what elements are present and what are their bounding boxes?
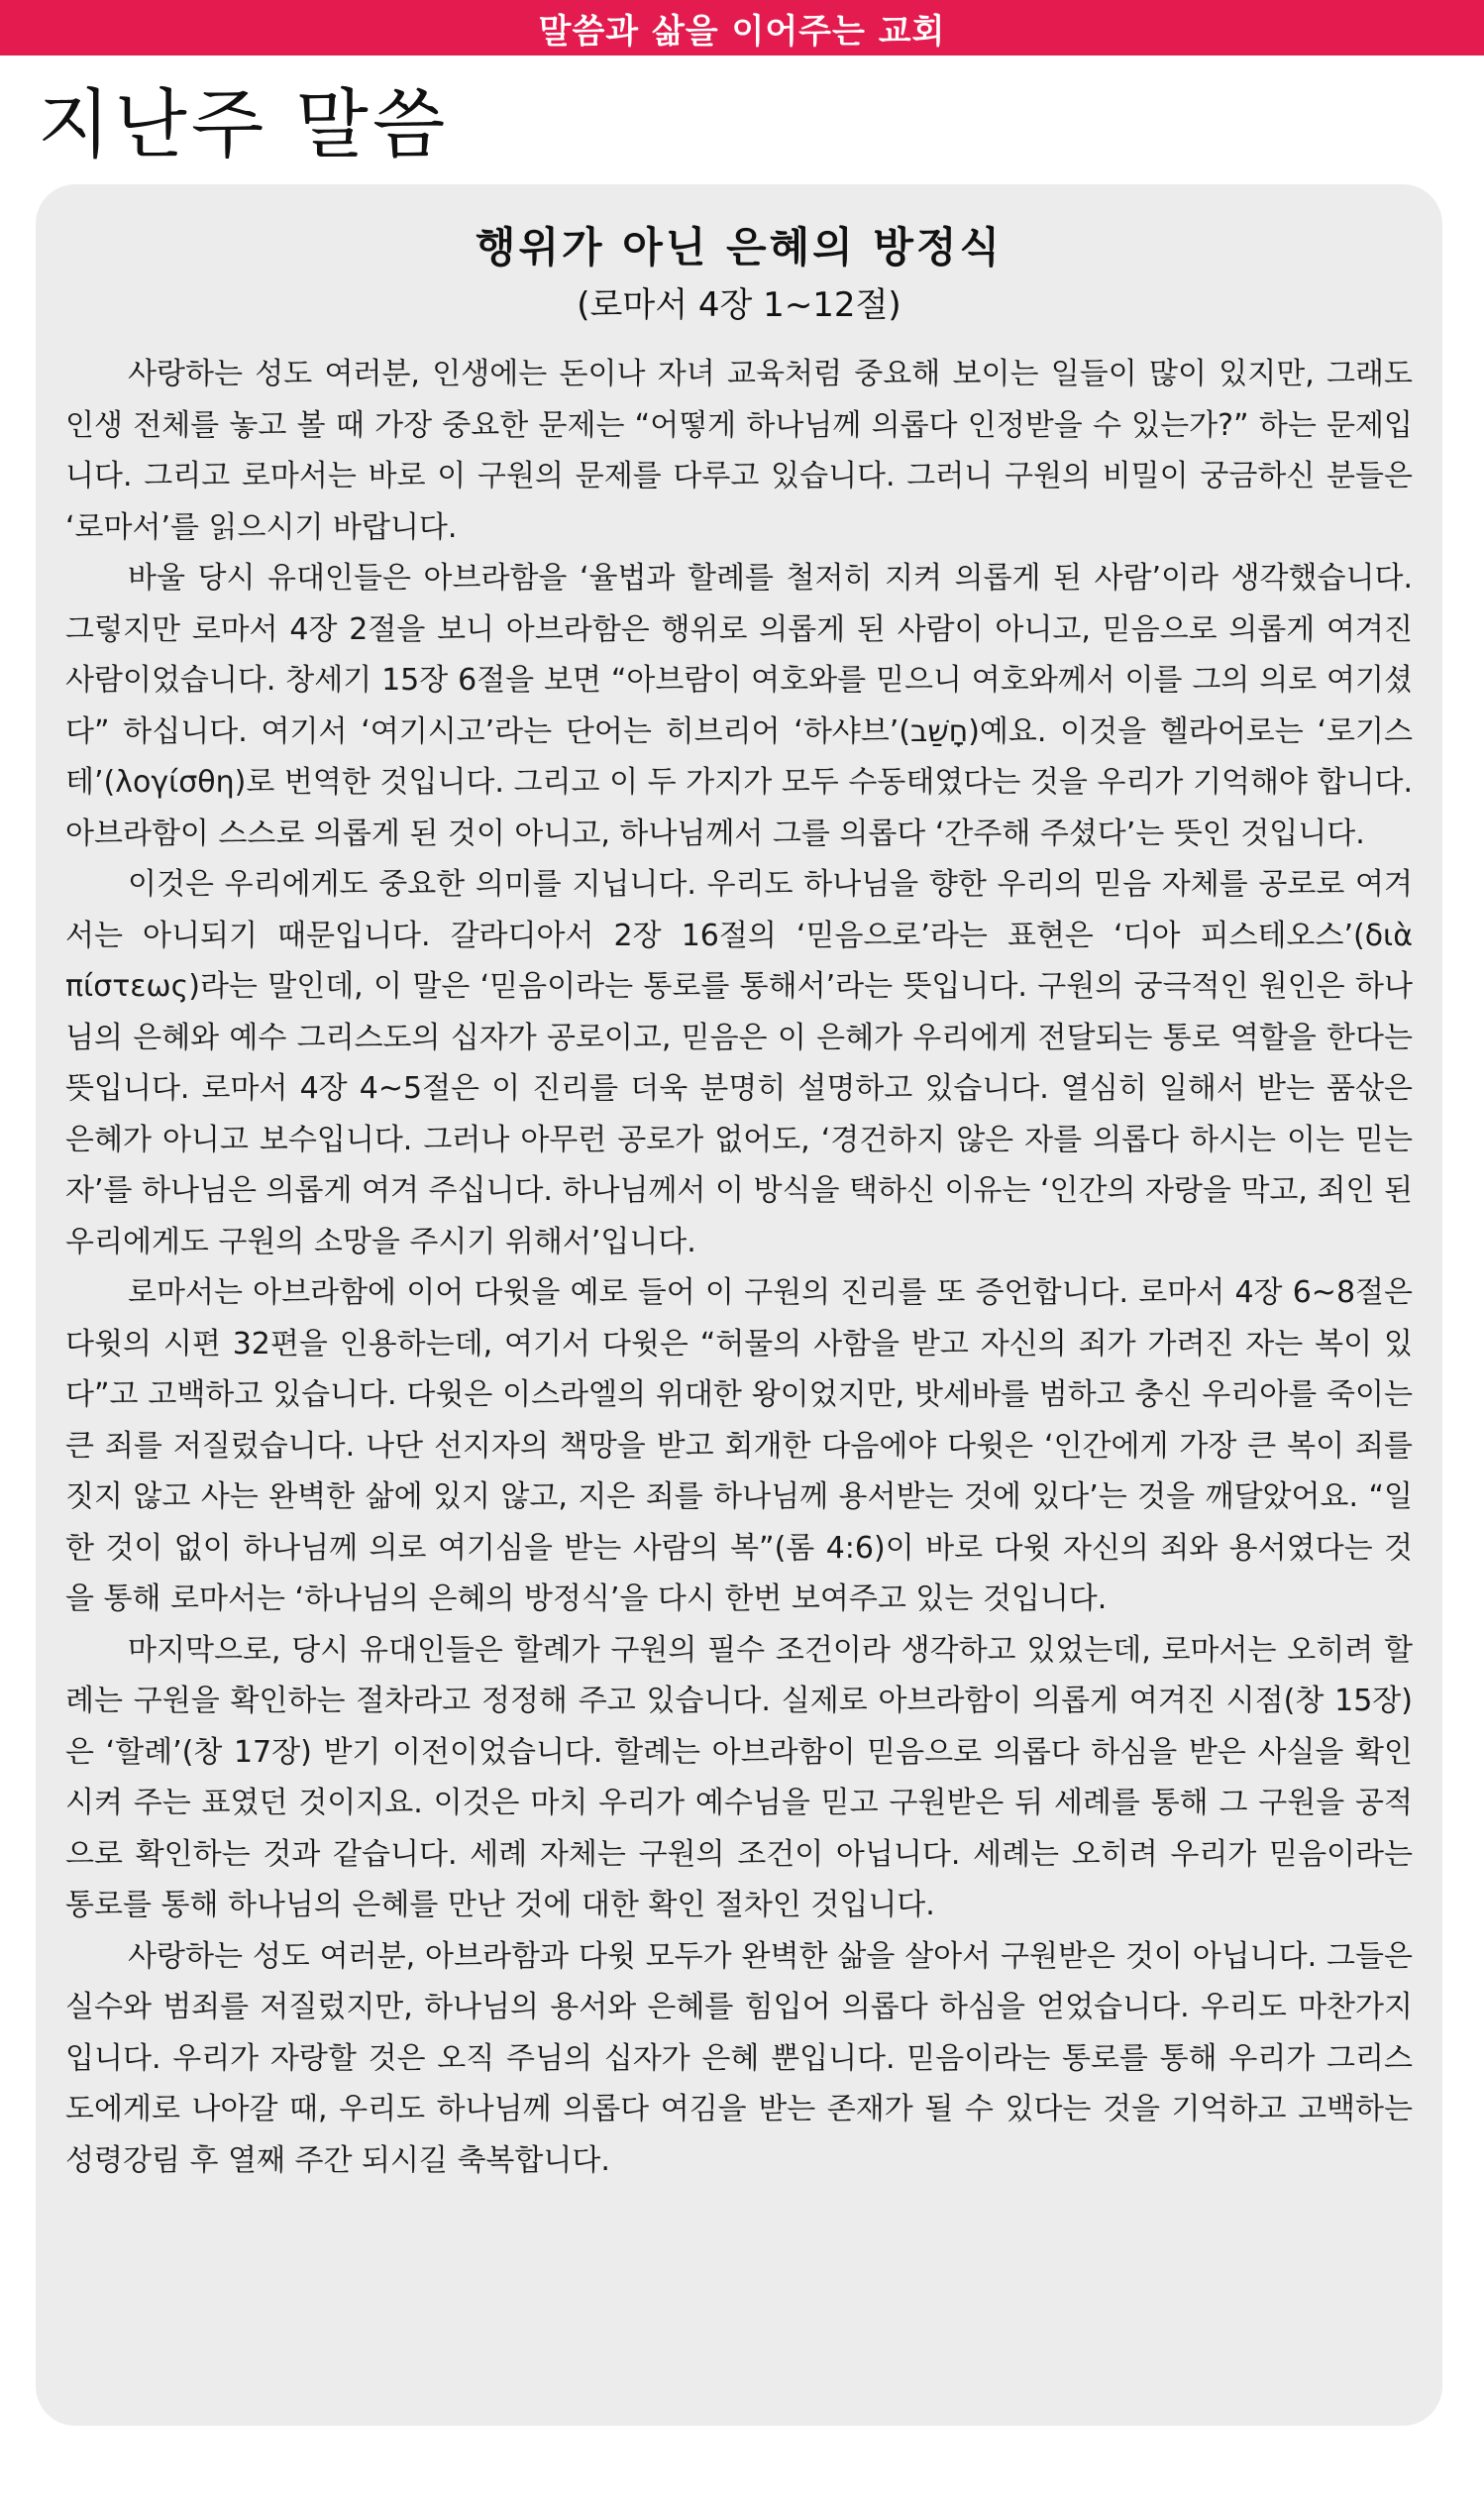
sermon-paragraph-2: 바울 당시 유대인들은 아브라함을 ‘율법과 할례를 철저히 지켜 의롭게 된 사람’이라 생각했습니다. 그렇지만 로마서 4장 2절을 보니 아브라함은 행위로 의롭게 된 사람이 아니고, 믿음으로 의롭게 여겨진 사람이었습니다. 창세기 15장 6절을 보면 “아브람이 여호와를 믿으니 여호와께서 이를 그의 의로 여기셨다” 하십니다. 여기서 ‘여기시고’라는 단어는 히브리어 ‘하샤브’(חָשַׁב)예요. 이것을 헬라어로는 ‘로기스테’(λογίσθη)로 번역한 것입니다. 그리고 이 두 가지가 모두 수동태였다는 것을 우리가 기억해야 합니다. 아브라함이 스스로 의롭게 된 것이 아니고, 하나님께서 그를 의롭다 ‘간주해 주셨다’는 뜻인 것입니다. — [65, 561, 1413, 851]
sermon-paragraph-1: 사랑하는 성도 여러분, 인생에는 돈이나 자녀 교육처럼 중요해 보이는 일들이 많이 있지만, 그래도 인생 전체를 놓고 볼 때 가장 중요한 문제는 “어떻게 하나님께 의롭다 인정받을 수 있는가?” 하는 문제입니다. 그리고 로마서는 바로 이 구원의 문제를 다루고 있습니다. 그러니 구원의 비밀이 궁금하신 분들은 ‘로마서’를 읽으시기 바랍니다. — [65, 357, 1413, 545]
sermon-title: 행위가 아닌 은혜의 방정식 — [475, 223, 1004, 272]
church-slogan: 말씀과 삶을 이어주는 교회 — [538, 11, 946, 52]
sermon-card — [36, 184, 1442, 2426]
scripture-reference: (로마서 4장 1~12절) — [577, 285, 901, 325]
sermon-paragraph-3: 이것은 우리에게도 중요한 의미를 지닙니다. 우리도 하나님을 향한 우리의 믿음 자체를 공로로 여겨서는 아니되기 때문입니다. 갈라디아서 2장 16절의 ‘믿음으로’라는 표현은 ‘디아 피스테오스’(διὰ πίστεως)라는 말인데, 이 말은 ‘믿음이라는 통로를 통해서’라는 뜻입니다. 구원의 궁극적인 원인은 하나님의 은혜와 예수 그리스도의 십자가 공로이고, 믿음은 이 은혜가 우리에게 전달되는 통로 역할을 한다는 뜻입니다. 로마서 4장 4~5절은 이 진리를 더욱 분명히 설명하고 있습니다. 열심히 일해서 받는 품삯은 은혜가 아니고 보수입니다. 그러나 아무런 공로가 없어도, ‘경건하지 않은 자를 의롭다 하시는 이는 믿는 자’를 하나님은 의롭게 여겨 주십니다. 하나님께서 이 방식을 택하신 이유는 ‘인간의 자랑을 막고, 죄인 된 우리에게도 구원의 소망을 주시기 위해서’입니다. — [65, 867, 1413, 1259]
sermon-paragraph-4: 로마서는 아브라함에 이어 다윗을 예로 들어 이 구원의 진리를 또 증언합니다. 로마서 4장 6~8절은 다윗의 시편 32편을 인용하는데, 여기서 다윗은 “허물의 사함을 받고 자신의 죄가 가려진 자는 복이 있다”고 고백하고 있습니다. 다윗은 이스라엘의 위대한 왕이었지만, 밧세바를 범하고 충신 우리아를 죽이는 큰 죄를 저질렀습니다. 나단 선지자의 책망을 받고 회개한 다음에야 다윗은 ‘인간에게 가장 큰 복이 죄를 짓지 않고 사는 완벽한 삶에 있지 않고, 지은 죄를 하나님께 용서받는 것에 있다’는 것을 깨달았어요. “일한 것이 없이 하나님께 의로 여기심을 받는 사람의 복”(롬 4:6)이 바로 다윗 자신의 죄와 용서였다는 것을 통해 로마서는 ‘하나님의 은혜의 방정식’을 다시 한번 보여주고 있는 것입니다. — [65, 1275, 1413, 1616]
section-title: 지난주 말씀 — [38, 80, 450, 168]
top-banner — [0, 0, 1484, 55]
sermon-paragraph-5: 마지막으로, 당시 유대인들은 할례가 구원의 필수 조건이라 생각하고 있었는데, 로마서는 오히려 할례는 구원을 확인하는 절차라고 정정해 주고 있습니다. 실제로 아브라함이 의롭게 여겨진 시점(창 15장)은 ‘할례’(창 17장) 받기 이전이었습니다. 할례는 아브라함이 믿음으로 의롭다 하심을 받은 사실을 확인시켜 주는 표였던 것이지요. 이것은 마치 우리가 예수님을 믿고 구원받은 뒤 세례를 통해 그 구원을 공적으로 확인하는 것과 같습니다. 세례 자체는 구원의 조건이 아닙니다. 세례는 오히려 우리가 믿음이라는 통로를 통해 하나님의 은혜를 만난 것에 대한 확인 절차인 것입니다. — [65, 1632, 1413, 1922]
sermon-paragraph-6: 사랑하는 성도 여러분, 아브라함과 다윗 모두가 완벽한 삶을 살아서 구원받은 것이 아닙니다. 그들은 실수와 범죄를 저질렀지만, 하나님의 용서와 은혜를 힘입어 의롭다 하심을 얻었습니다. 우리도 마찬가지입니다. 우리가 자랑할 것은 오직 주님의 십자가 은혜 뿐입니다. 믿음이라는 통로를 통해 우리가 그리스도에게로 나아갈 때, 우리도 하나님께 의롭다 여김을 받는 존재가 될 수 있다는 것을 기억하고 고백하는 성령강림 후 열째 주간 되시길 축복합니다. — [65, 1938, 1413, 2178]
sermon-body — [65, 349, 1413, 2186]
